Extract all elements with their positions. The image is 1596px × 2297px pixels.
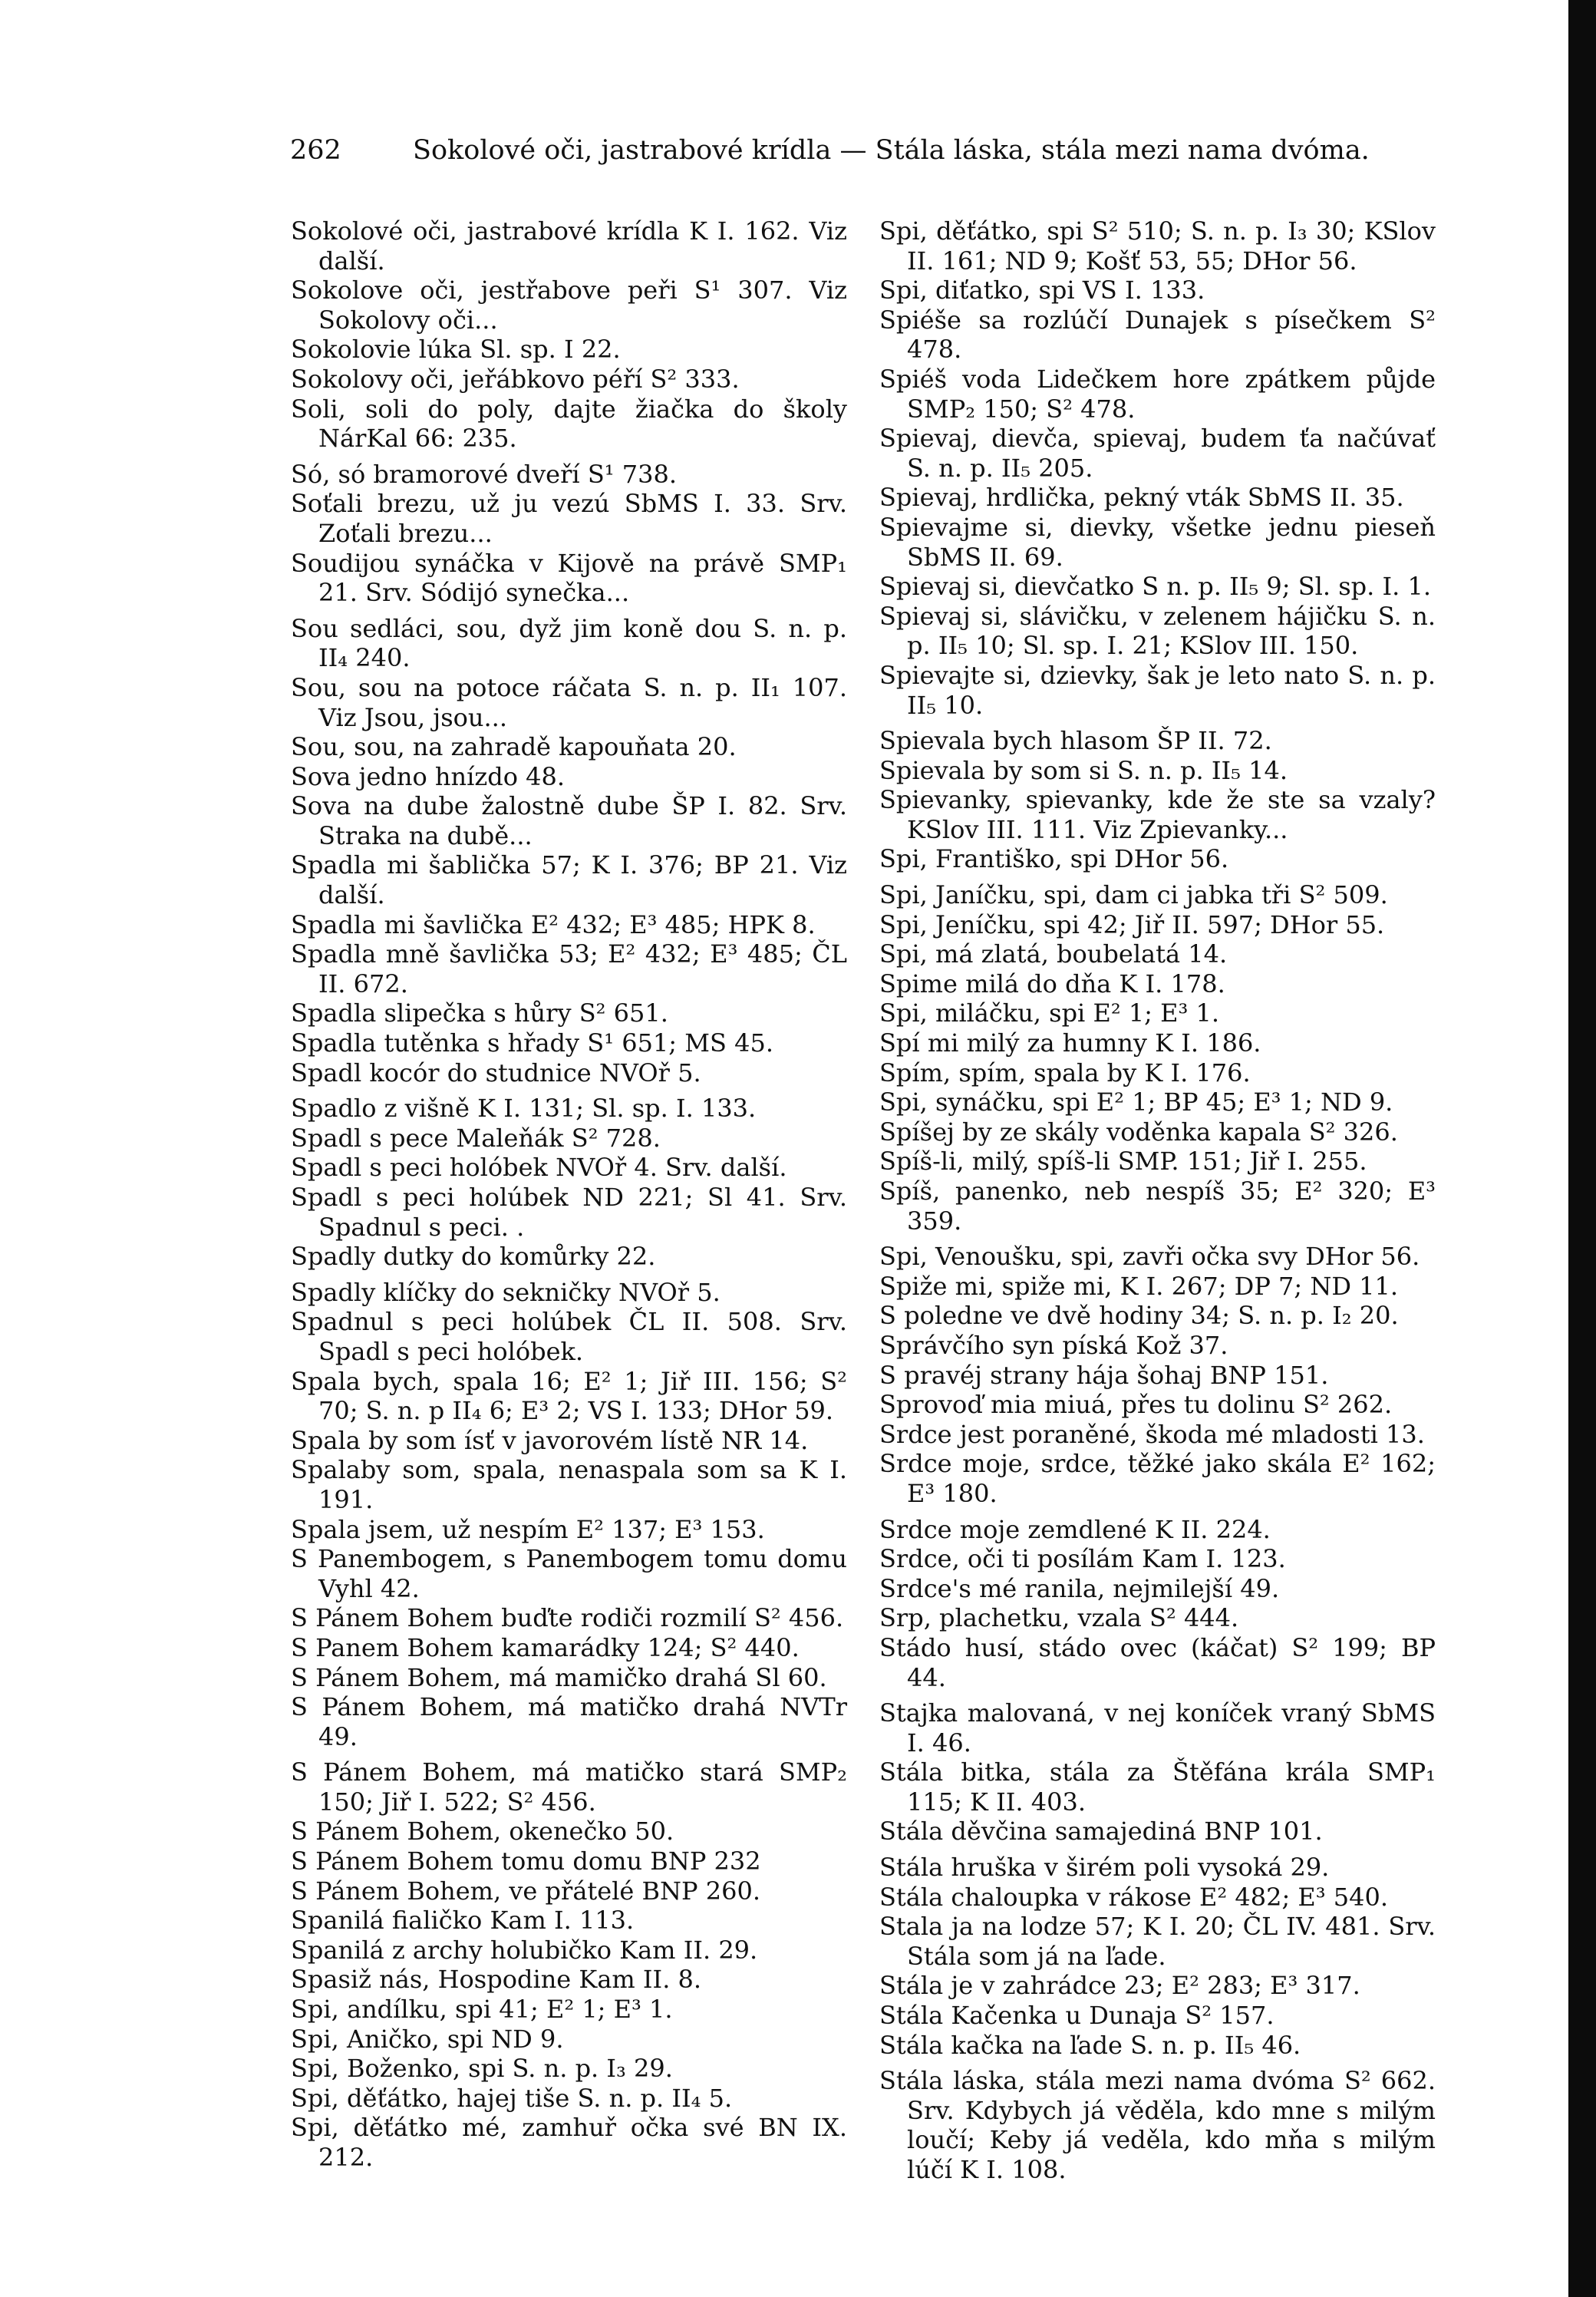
index-entry: Sou, sou na potoce ráčata S. n. p. II₁ 107. Viz Jsou, jsou... xyxy=(291,672,847,732)
index-entry: Spi, miláčku, spi E² 1; E³ 1. xyxy=(879,998,1220,1028)
index-entry: Spadl s peci holúbek ND 221; Sl 41. Srv. Spadnul s peci. . xyxy=(291,1183,847,1242)
index-entry: Spievala bych hlasom ŠP II. 72. xyxy=(879,726,1272,756)
index-entry: Spievajme si, dievky, všetke jednu pieseň SbMS II. 69. xyxy=(879,512,1436,572)
index-entry: Spievaj, dievča, spievaj, budem ťa načúvať S. n. p. II₅ 205. xyxy=(879,424,1436,483)
index-entry: Spalaby som, spala, nenaspala som sa K I. 191. xyxy=(291,1455,847,1514)
index-entry: Srdce moje zemdlené K II. 224. xyxy=(879,1514,1271,1544)
index-entry: Soli, soli do poly, dajte žiačka do školy NárKal 66: 235. xyxy=(291,394,847,454)
index-entry: Spala by som ísť v javorovém lístě NR 14. xyxy=(291,1425,809,1455)
index-entry: Správčího syn píská Kož 37. xyxy=(879,1330,1228,1360)
index-entry: Srdce, oči ti posílám Kam I. 123. xyxy=(879,1544,1286,1574)
index-entry: Spiže mi, spiže mi, K I. 267; DP 7; ND 11. xyxy=(879,1271,1399,1301)
index-entry: Spi, Venoušku, spi, zavři očka svy DHor 56. xyxy=(879,1242,1420,1272)
index-entry: Spi, děťátko, spi S² 510; S. n. p. I₃ 30; KSlov II. 161; ND 9; Košť 53, 55; DHor 56. xyxy=(879,216,1436,276)
index-entry: Stajka malovaná, v nej koníček vraný SbMS I. 46. xyxy=(879,1698,1436,1757)
index-entry: Spievanky, spievanky, kde že ste sa vzaly? KSlov III. 111. Viz Zpievanky... xyxy=(879,785,1436,844)
index-entry: Soťali brezu, už ju vezú SbMS I. 33. Srv. Zoťali brezu... xyxy=(291,489,847,548)
scan-border xyxy=(1568,0,1596,2297)
index-entry: Sova jedno hnízdo 48. xyxy=(291,761,566,791)
index-entry: Sokolovie lúka Sl. sp. I 22. xyxy=(291,335,621,365)
index-entry: Stála hruška v širém poli vysoká 29. xyxy=(879,1853,1330,1883)
index-entry: Sou sedláci, sou, dyž jim koně dou S. n. p. II₄ 240. xyxy=(291,613,847,673)
index-entry: Sou, sou, na zahradě kapouňata 20. xyxy=(291,732,737,762)
running-header xyxy=(290,132,1441,169)
index-entry: Sokolovy oči, jeřábkovo péří S² 333. xyxy=(291,364,740,394)
index-entry: Spí mi milý za humny K I. 186. xyxy=(879,1028,1261,1058)
index-entry: Spadlo z višně K I. 131; Sl. sp. I. 133. xyxy=(291,1094,757,1124)
index-entry: Spanilá z archy holubičko Kam II. 29. xyxy=(291,1935,758,1965)
index-entry: Spi, Janíčku, spi, dam ci jabka tři S² 509. xyxy=(879,880,1388,910)
index-column-left xyxy=(291,216,847,2173)
index-entry: Spadl s pece Maleňák S² 728. xyxy=(291,1123,661,1153)
index-entry: Spi, Františko, spi DHor 56. xyxy=(879,844,1229,874)
index-entry: Spadnul s peci holúbek ČL II. 508. Srv. Spadl s peci holóbek. xyxy=(291,1307,847,1366)
index-entry: Soudijou synáčka v Kijově na právě SMP₁ 21. Srv. Sódijó synečka... xyxy=(291,548,847,608)
page-number: 262 xyxy=(290,135,341,166)
index-entry: Spadla tutěnka s hřady S¹ 651; MS 45. xyxy=(291,1028,773,1058)
index-entry: Sokolove oči, jestřabove peři S¹ 307. Viz Sokolovy oči... xyxy=(291,276,847,335)
index-entry: Só, só bramorové dveří S¹ 738. xyxy=(291,459,677,489)
index-entry: Srdce jest poraněné, škoda mé mladosti 13. xyxy=(879,1419,1425,1449)
index-entry: Spi, Aničko, spi ND 9. xyxy=(291,2024,564,2054)
index-entry: Spadla slipečka s hůry S² 651. xyxy=(291,998,668,1028)
index-entry: Spadly dutky do komůrky 22. xyxy=(291,1242,656,1272)
index-entry: Spadla mi šavlička E² 432; E³ 485; HPK 8. xyxy=(291,909,816,939)
running-title: Sokolové oči, jastrabové krídla — Stála láska, stála mezi nama dvóma. xyxy=(413,135,1370,166)
index-entry: Spíš, panenko, neb nespíš 35; E² 320; E³ 359. xyxy=(879,1177,1436,1236)
index-entry: Stála láska, stála mezi nama dvóma S² 662. Srv. Kdybych já věděla, kdo mne s milým loučí; Keby já veděla, kdo mňa s milým lúčí K I. 108. xyxy=(879,2066,1436,2184)
index-entry: Spi, má zlatá, boubelatá 14. xyxy=(879,939,1228,969)
index-entry: Spi, diťatko, spi VS I. 133. xyxy=(879,276,1205,305)
index-entry: Spadla mi šablička 57; K I. 376; BP 21. Viz další. xyxy=(291,850,847,910)
index-entry: S Pánem Bohem, má matičko stará SMP₂ 150; Jiř I. 522; S² 456. xyxy=(291,1757,847,1817)
index-column-right xyxy=(879,216,1436,2185)
index-entry: S Pánem Bohem tomu domu BNP 232 xyxy=(291,1847,761,1876)
index-entry: Spievaj, hrdlička, pekný vták SbMS II. 35. xyxy=(879,483,1404,513)
index-entry: Spi, andílku, spi 41; E² 1; E³ 1. xyxy=(291,1995,673,2025)
index-entry: S Pánem Bohem, má matičko drahá NVTr 49. xyxy=(291,1692,847,1751)
index-entry: Spím, spím, spala by K I. 176. xyxy=(879,1058,1251,1087)
index-entry: Stádo husí, stádo ovec (káčat) S² 199; BP 44. xyxy=(879,1632,1436,1692)
index-entry: Sokolové oči, jastrabové krídla K I. 162. Viz další. xyxy=(291,216,847,276)
index-entry: Stála bitka, stála za Štěfána krála SMP₁ 115; K II. 403. xyxy=(879,1757,1436,1817)
index-entry: Spala jsem, už nespím E² 137; E³ 153. xyxy=(291,1514,765,1544)
index-entry: Sprovoď mia miuá, přes tu dolinu S² 262. xyxy=(879,1390,1393,1420)
index-entry: Spievala by som si S. n. p. II₅ 14. xyxy=(879,755,1288,785)
index-entry: Stála chaloupka v rákose E² 482; E³ 540. xyxy=(879,1882,1388,1912)
index-entry: Spala bych, spala 16; E² 1; Jiř III. 156; S² 70; S. n. p II₄ 6; E³ 2; VS I. 133; DHor 59. xyxy=(291,1366,847,1426)
index-entry: Stála je v zahrádce 23; E² 283; E³ 317. xyxy=(879,1971,1360,2001)
index-entry: S pravéj strany hája šohaj BNP 151. xyxy=(879,1360,1329,1390)
index-entry: Sova na dube žalostně dube ŠP I. 82. Srv. Straka na dubě... xyxy=(291,791,847,850)
index-entry: Spasiž nás, Hospodine Kam II. 8. xyxy=(291,1965,702,1995)
index-entry: Srp, plachetku, vzala S² 444. xyxy=(879,1603,1239,1633)
index-entry: Spi, děťátko mé, zamhuř očka své BN IX. 212. xyxy=(291,2113,847,2172)
index-entry: S Pánem Bohem, okenečko 50. xyxy=(291,1817,674,1847)
index-entry: Srdce's mé ranila, nejmilejší 49. xyxy=(879,1573,1280,1603)
index-entry: Spi, synáčku, spi E² 1; BP 45; E³ 1; ND 9. xyxy=(879,1087,1393,1117)
index-entry: Spi, Boženko, spi S. n. p. I₃ 29. xyxy=(291,2054,673,2084)
index-entry: Spiéš voda Lidečkem hore zpátkem půjde SMP₂ 150; S² 478. xyxy=(879,364,1436,424)
index-entry: Spievaj si, slávičku, v zelenem hájičku S. n. p. II₅ 10; Sl. sp. I. 21; KSlov III. 150. xyxy=(879,601,1436,661)
index-entry: Spiéše sa rozlúčí Dunajek s písečkem S² 478. xyxy=(879,305,1436,365)
index-entry: S poledne ve dvě hodiny 34; S. n. p. I₂ 20. xyxy=(879,1301,1399,1331)
index-entry: Stála Kačenka u Dunaja S² 157. xyxy=(879,2001,1274,2031)
index-entry: Spievajte si, dzievky, šak je leto nato S. n. p. II₅ 10. xyxy=(879,660,1436,720)
index-entry: S Panembogem, s Panembogem tomu domu Vyhl 42. xyxy=(291,1544,847,1603)
index-entry: Spanilá fialičko Kam I. 113. xyxy=(291,1906,635,1936)
index-entry: Spime milá do dňa K I. 178. xyxy=(879,969,1225,998)
index-entry: S Panem Bohem kamarádky 124; S² 440. xyxy=(291,1632,800,1662)
index-entry: Stala ja na lodze 57; K I. 20; ČL IV. 481. Srv. Stála som já na ľade. xyxy=(879,1912,1436,1971)
index-entry: S Pánem Bohem, ve přátelé BNP 260. xyxy=(291,1876,760,1906)
index-entry: Spi, Jeníčku, spi 42; Jiř II. 597; DHor 55. xyxy=(879,909,1385,939)
index-entry: Stála kačka na ľade S. n. p. II₅ 46. xyxy=(879,2030,1301,2060)
index-entry: S Pánem Bohem, má mamičko drahá Sl 60. xyxy=(291,1662,827,1692)
index-entry: Spadly klíčky do sekničky NVOř 5. xyxy=(291,1277,721,1307)
index-entry: Stála děvčina samajediná BNP 101. xyxy=(879,1817,1323,1847)
index-entry: Spadl s peci holóbek NVOř 4. Srv. další. xyxy=(291,1153,787,1183)
index-entry: Srdce moje, srdce, těžké jako skála E² 162; E³ 180. xyxy=(879,1449,1436,1508)
index-entry: Spadla mně šavlička 53; E² 432; E³ 485; ČL II. 672. xyxy=(291,939,847,998)
index-entry: Spievaj si, dievčatko S n. p. II₅ 9; Sl. sp. I. 1. xyxy=(879,572,1431,602)
index-entry: Spi, děťátko, hajej tiše S. n. p. II₄ 5. xyxy=(291,2083,733,2113)
index-entry: Spíšej by ze skály voděnka kapala S² 326. xyxy=(879,1117,1398,1147)
index-entry: S Pánem Bohem buďte rodiči rozmilí S² 456. xyxy=(291,1603,844,1633)
index-entry: Spíš-li, milý, spíš-li SMP. 151; Jiř I. 255. xyxy=(879,1147,1367,1177)
index-entry: Spadl kocór do studnice NVOř 5. xyxy=(291,1058,701,1087)
